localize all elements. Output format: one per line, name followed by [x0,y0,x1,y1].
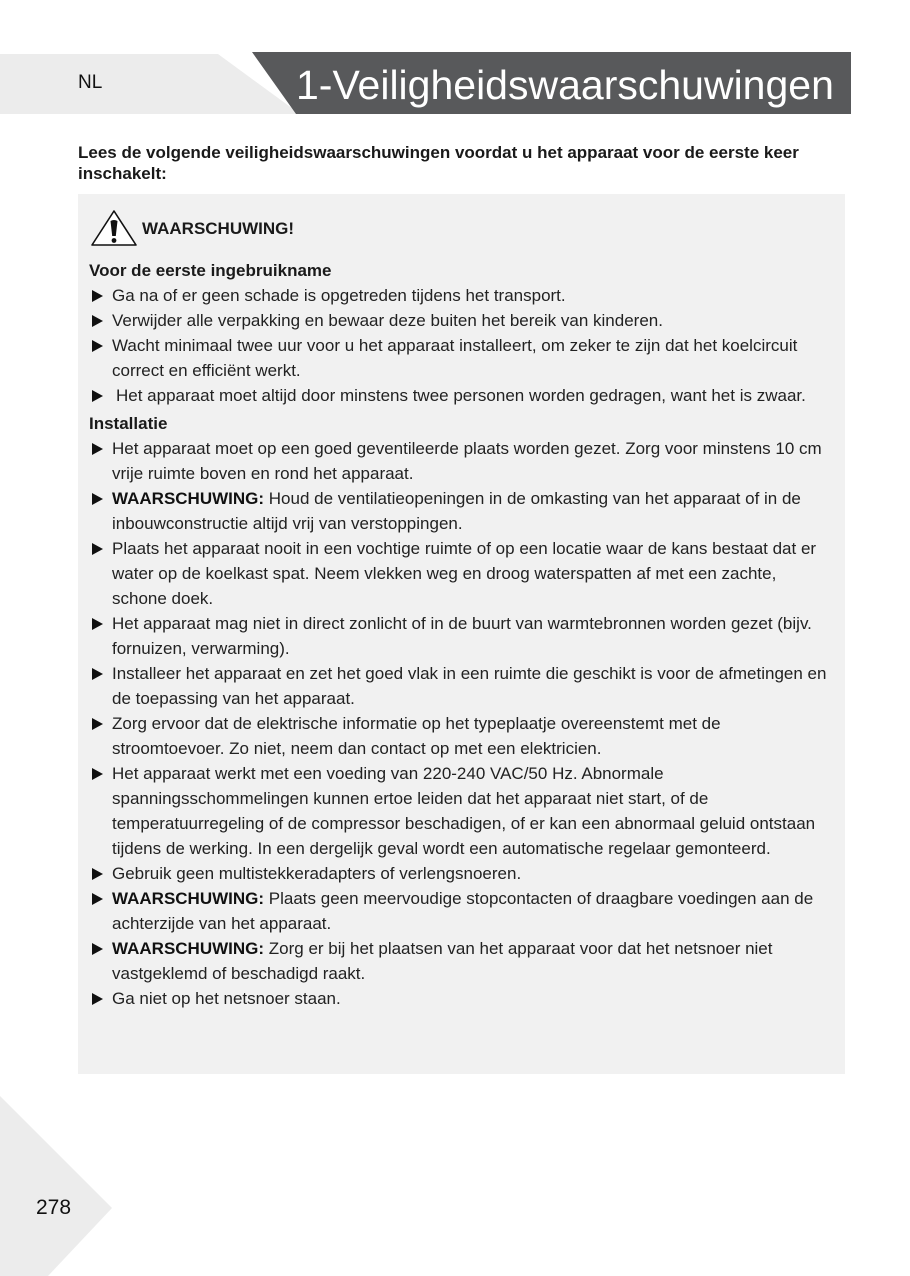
bullet-arrow-icon [92,443,103,455]
language-code: NL [78,72,103,93]
list-item: Zorg ervoor dat de elektrische informatie op het typeplaatje overeenstemt met de stroomtoevoer. Zo niet, neem dan contact op met een elektricien. [89,711,834,761]
bullet-arrow-icon [92,493,103,505]
bullet-arrow-icon [92,943,103,955]
list-item: Verwijder alle verpakking en bewaar deze buiten het bereik van kinderen. [89,308,834,333]
bullet-arrow-icon [92,993,103,1005]
bullet-arrow-icon [92,543,103,555]
header-tab-shape [0,54,300,114]
warning-content [89,258,834,1011]
list-item: Ga niet op het netsnoer staan. [89,986,834,1011]
warning-triangle-icon [90,208,138,248]
list-item: WAARSCHUWING: Houd de ventilatieopeningen in de omkasting van het apparaat of in de inbouwconstructie altijd vrij van verstoppingen. [89,486,834,536]
section-title: Voor de eerste ingebruikname [89,261,332,280]
list-item: Het apparaat moet altijd door minstens twee personen worden gedragen, want het is zwaar. [89,383,834,408]
bullet-list [89,436,834,1011]
warning-header [90,208,294,248]
bullet-arrow-icon [92,668,103,680]
bullet-arrow-icon [92,893,103,905]
list-item: Wacht minimaal twee uur voor u het apparaat installeert, om zeker te zijn dat het koelcircuit correct en efficiënt werkt. [89,333,834,383]
list-item: Het apparaat moet op een goed geventileerde plaats worden gezet. Zorg voor minstens 10 cm vrije ruimte boven en rond het apparaat. [89,436,834,486]
page-number: 278 [36,1196,72,1219]
bullet-arrow-icon [92,390,103,402]
page-title: 1-Veiligheidswaarschuwingen [296,62,834,108]
bullet-arrow-icon [92,868,103,880]
section-title: Installatie [89,414,168,433]
bullet-arrow-icon [92,618,103,630]
list-item: WAARSCHUWING: Zorg er bij het plaatsen van het apparaat voor dat het netsnoer niet vastgeklemd of beschadigd raakt. [89,936,834,986]
list-item: Het apparaat mag niet in direct zonlicht of in de buurt van warmtebronnen worden gezet (bijv. fornuizen, verwarming). [89,611,834,661]
list-item: WAARSCHUWING: Plaats geen meervoudige stopcontacten of draagbare voedingen aan de achterzijde van het apparaat. [89,886,834,936]
intro-text: Lees de volgende veiligheidswaarschuwingen voordat u het apparaat voor de eerste keer inschakelt: [78,143,799,183]
bullet-arrow-icon [92,290,103,302]
bullet-arrow-icon [92,768,103,780]
list-item: Plaats het apparaat nooit in een vochtige ruimte of op een locatie waar de kans bestaat dat er water op de koelkast spat. Neem vlekken weg en droog waterspatten af met een zachte, schone doek. [89,536,834,611]
warning-box [78,194,845,1074]
list-item: Het apparaat werkt met een voeding van 220-240 VAC/50 Hz. Abnormale spanningsschommelingen kunnen ertoe leiden dat het apparaat niet start, of de temperatuurregeling of de compressor beschadigen, of er kan een abnormaal geluid ontstaan tijdens de werking. In een dergelijk geval wordt een automatische regelaar gemonteerd. [89,761,834,861]
bullet-arrow-icon [92,340,103,352]
list-item: Ga na of er geen schade is opgetreden tijdens het transport. [89,283,834,308]
bullet-list [89,283,834,408]
warning-label: WAARSCHUWING! [142,219,295,238]
list-item: Gebruik geen multistekkeradapters of verlengsnoeren. [89,861,834,886]
bullet-arrow-icon [92,315,103,327]
list-item: Installeer het apparaat en zet het goed vlak in een ruimte die geschikt is voor de afmetingen en de toepassing van het apparaat. [89,661,834,711]
bullet-arrow-icon [92,718,103,730]
footer-corner-shape [0,1096,112,1276]
